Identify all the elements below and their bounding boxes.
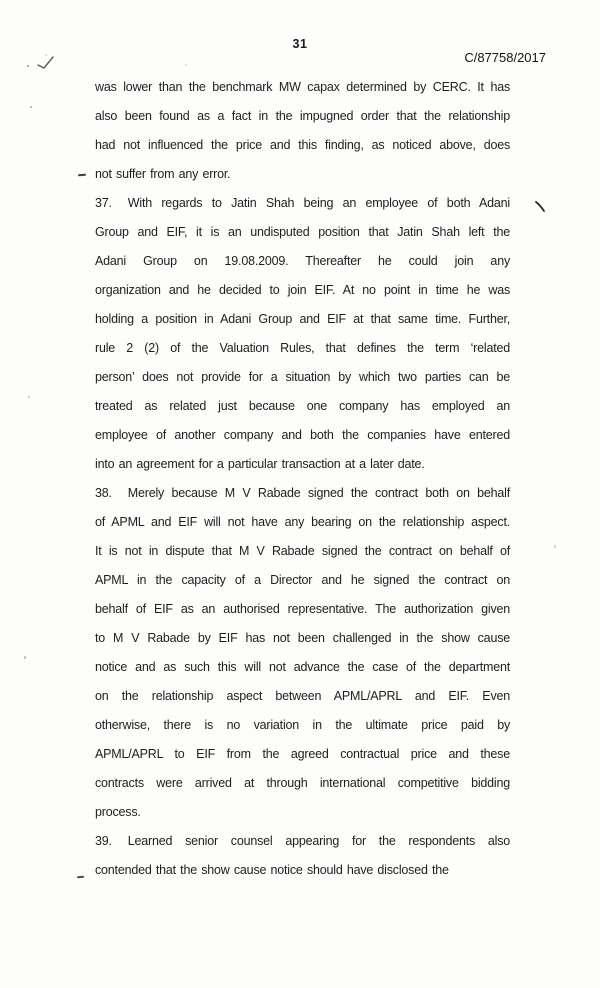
text-line: treated as related just because one company has employed an bbox=[95, 399, 510, 413]
text-line: behalf of EIF as an authorised representative. The authorization given bbox=[95, 602, 510, 616]
text-line: organization and he decided to join EIF. At no point in time he was bbox=[95, 283, 510, 297]
text-line: to M V Rabade by EIF has not been challenged in the show cause bbox=[95, 631, 510, 645]
text-line: was lower than the benchmark MW capax determined by CERC. It has bbox=[95, 80, 510, 94]
text-line: of APML and EIF will not have any bearing on the relationship aspect. bbox=[95, 515, 510, 529]
scan-speck bbox=[28, 396, 30, 398]
text-line: on the relationship aspect between APML/APRL and EIF. Even bbox=[95, 689, 510, 703]
text-line: Group and EIF, it is an undisputed position that Jatin Shah left the bbox=[95, 225, 510, 239]
text-line-content: With regards to Jatin Shah being an employee of both Adani bbox=[127, 196, 510, 210]
text-line: into an agreement for a particular transaction at a later date. bbox=[95, 457, 425, 471]
page-number: 31 bbox=[292, 37, 308, 51]
text-line: had not influenced the price and this finding, as noticed above, does bbox=[95, 138, 510, 152]
text-line: It is not in dispute that M V Rabade signed the contract on behalf of bbox=[95, 544, 510, 558]
scan-speck bbox=[185, 64, 187, 66]
text-line: otherwise, there is no variation in the ultimate price paid by bbox=[95, 718, 510, 732]
case-number: C/87758/2017 bbox=[464, 50, 546, 65]
paragraph-number: 37. bbox=[95, 196, 112, 210]
paragraph bbox=[95, 827, 510, 885]
paragraph bbox=[95, 189, 510, 479]
margin-dash-mark bbox=[78, 174, 86, 177]
text-line: holding a position in Adani Group and EIF at that same time. Further, bbox=[95, 312, 510, 326]
text-line-content: Merely because M V Rabade signed the contract both on behalf bbox=[127, 486, 510, 500]
text-line: APML in the capacity of a Director and he signed the contract on bbox=[95, 573, 510, 587]
text-line: process. bbox=[95, 805, 141, 819]
text-line: contracts were arrived at through international competitive bidding bbox=[95, 776, 510, 790]
document-body bbox=[95, 73, 510, 885]
text-line-content: Learned senior counsel appearing for the respondents also bbox=[127, 834, 510, 848]
paragraph-number: 38. bbox=[95, 486, 112, 500]
paragraph bbox=[95, 479, 510, 827]
scan-speck bbox=[24, 656, 26, 659]
text-line: not suffer from any error. bbox=[95, 167, 231, 181]
margin-dash-mark bbox=[77, 876, 84, 878]
pen-scribble-mark bbox=[24, 52, 58, 79]
scan-speck bbox=[30, 106, 32, 108]
text-line bbox=[95, 189, 510, 218]
scan-speck bbox=[554, 545, 556, 548]
paragraph-number: 39. bbox=[95, 834, 112, 848]
text-line: Adani Group on 19.08.2009. Thereafter he could join any bbox=[95, 254, 510, 268]
text-line: notice and as such this will not advance the case of the department bbox=[95, 660, 510, 674]
text-line: APML/APRL to EIF from the agreed contractual price and these bbox=[95, 747, 510, 761]
text-line: also been found as a fact in the impugned order that the relationship bbox=[95, 109, 510, 123]
paragraph bbox=[95, 73, 510, 189]
text-line: contended that the show cause notice should have disclosed the bbox=[95, 863, 449, 877]
pen-tick-mark bbox=[534, 200, 548, 219]
text-line: rule 2 (2) of the Valuation Rules, that defines the term ‘related bbox=[95, 341, 510, 355]
text-line: employee of another company and both the companies have entered bbox=[95, 428, 510, 442]
text-line bbox=[95, 479, 510, 508]
text-line: person’ does not provide for a situation by which two parties can be bbox=[95, 370, 510, 384]
text-line bbox=[95, 827, 510, 856]
